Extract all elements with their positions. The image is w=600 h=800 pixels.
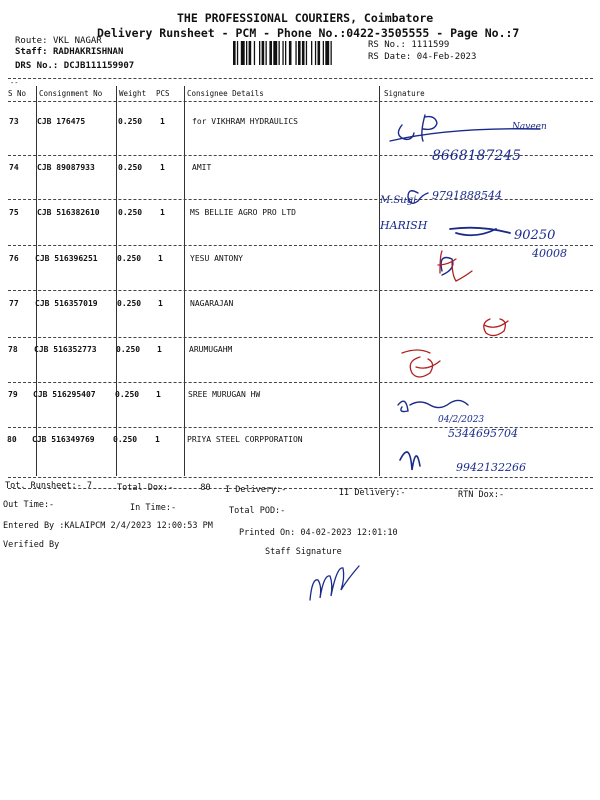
in-time: In Time:- <box>130 503 177 513</box>
row-sno: 77 <box>9 299 19 308</box>
total-dox <box>117 483 211 493</box>
drs-label: DRS No.: <box>15 61 59 71</box>
col-divider-3 <box>184 86 185 476</box>
ii-delivery: II Delivery:- <box>339 488 406 498</box>
row-consignment: CJB 176475 <box>37 117 86 126</box>
row-sno: 75 <box>9 208 19 217</box>
sig-75-phone-a: 90250 <box>514 228 556 243</box>
barcode-bar <box>279 41 280 65</box>
out-time: Out Time:- <box>3 500 55 510</box>
sig-74-name: M.Sugi <box>380 195 417 206</box>
barcode <box>233 41 363 65</box>
row-pcs: 1 <box>160 163 165 172</box>
row-consignee: for VIKHRAM HYDRAULICS <box>192 117 298 126</box>
barcode-bar <box>331 41 332 65</box>
row-consignment: CJB 516295407 <box>33 390 96 399</box>
entered-by: Entered By :KALAIPCM 2/4/2023 12:00:53 PM <box>3 521 213 531</box>
barcode-bar <box>273 41 277 65</box>
sig-73-phone: 8668187245 <box>432 148 522 164</box>
row-pcs: 1 <box>155 435 160 444</box>
barcode-bar <box>266 41 267 65</box>
barcode-bar <box>306 41 307 65</box>
verified-by: Verified By <box>3 540 60 550</box>
col-divider-1 <box>36 86 37 476</box>
staff-signature-stroke <box>310 566 359 600</box>
row-weight: 0.250 <box>118 208 143 217</box>
barcode-bar <box>315 41 316 65</box>
barcode-bar <box>269 41 272 65</box>
barcode-bar <box>246 41 247 65</box>
barcode-bar <box>302 41 305 65</box>
row-weight: 0.250 <box>113 435 138 444</box>
header-separator <box>8 78 593 79</box>
row-weight: 0.250 <box>118 117 143 126</box>
barcode-bar <box>285 41 286 65</box>
total-pod: Total POD:- <box>229 506 286 516</box>
rs-no-line <box>368 40 449 50</box>
rtn-dox: RTN Dox:- <box>458 490 505 500</box>
sig-80-phone: 9942132266 <box>456 461 526 474</box>
row-weight: 0.250 <box>118 163 143 172</box>
i-delivery: I Delivery:- <box>225 485 287 495</box>
sig-75-phone-b: 40008 <box>532 247 567 260</box>
col-consignee: Consignee Details <box>187 89 264 98</box>
route-line <box>15 36 102 46</box>
column-header-separator <box>8 101 593 102</box>
row-consignment: CJB 516349769 <box>32 435 95 444</box>
row-pcs: 1 <box>157 345 162 354</box>
route-value: VKL NAGAR <box>52 36 102 46</box>
sig-79-scribble <box>410 400 468 407</box>
row-consignee: PRIYA STEEL CORPPORATION <box>187 435 303 444</box>
sig-73-stroke-2 <box>422 115 437 141</box>
printed-on: Printed On: 04-02-2023 12:01:10 <box>239 528 398 538</box>
row-sno: 74 <box>9 163 19 172</box>
col-weight: Weight <box>119 89 147 98</box>
row-weight: 0.250 <box>116 345 141 354</box>
row-sno: 79 <box>8 390 18 399</box>
company-title: THE PROFESSIONAL COURIERS, Coimbatore <box>177 11 434 25</box>
barcode-bar <box>295 41 296 65</box>
sig-74-phone: 9791888544 <box>432 189 502 202</box>
barcode-bar <box>241 41 245 65</box>
barcode-bar <box>325 41 329 65</box>
row-consignment: CJB 89087933 <box>37 163 95 172</box>
row-weight: 0.250 <box>115 390 140 399</box>
total-dox-label: Total Dox:- <box>117 483 174 493</box>
route-label: Route: <box>15 36 48 46</box>
row-pcs: 1 <box>156 390 161 399</box>
barcode-bar <box>259 41 260 65</box>
row-consignee: YESU ANTONY <box>190 254 243 263</box>
row-weight: 0.250 <box>117 254 142 263</box>
sig-80-stroke <box>400 452 420 470</box>
barcode-bar <box>254 41 255 65</box>
signature-area <box>380 105 595 480</box>
row-consignment: CJB 516382610 <box>37 208 100 217</box>
barcode-bar <box>318 41 321 65</box>
barcode-bar <box>311 41 312 65</box>
drs-value: DCJB111159907 <box>63 61 135 71</box>
sig-73-name: Naveen <box>512 122 547 132</box>
sig-76-stroke <box>438 251 472 281</box>
sig-75-name: HARISH <box>380 219 428 232</box>
tot-runsheet: Tot. Runsheet:- 7 <box>5 481 92 491</box>
sig-79-phone-a: 04/2/2023 <box>438 415 485 425</box>
staff-label: Staff: <box>15 47 48 57</box>
col-consignment: Consignment No <box>39 89 103 98</box>
row-pcs: 1 <box>158 299 163 308</box>
col-sno: S No <box>8 89 27 98</box>
summary-separator <box>8 488 593 489</box>
row-consignment: CJB 516352773 <box>34 345 97 354</box>
barcode-bar <box>262 41 265 65</box>
rs-date-line <box>368 52 476 62</box>
row-pcs: 1 <box>160 117 165 126</box>
row-sno: 80 <box>7 435 17 444</box>
row-consignment: CJB 516357019 <box>35 299 98 308</box>
row-sno: 78 <box>8 345 18 354</box>
drs-line <box>15 61 134 71</box>
barcode-bar <box>289 41 292 65</box>
row-consignee: NAGARAJAN <box>190 299 234 308</box>
sig-75-scribble <box>450 228 510 236</box>
row-consignee: MS BELLIE AGRO PRO LTD <box>190 208 296 217</box>
rs-date-label: RS Date: <box>368 52 412 62</box>
barcode-bar <box>323 41 324 65</box>
total-dox-value: 80 <box>200 483 211 493</box>
sig-77-stroke <box>484 319 508 336</box>
rs-no-label: RS No.: <box>368 40 406 50</box>
row-sno: 73 <box>9 117 19 126</box>
barcode-bar <box>298 41 301 65</box>
col-divider-2 <box>116 86 117 476</box>
col-pcs: PCS <box>156 89 170 98</box>
row-pcs: 1 <box>158 254 163 263</box>
sig-78-stroke <box>402 350 440 377</box>
row-weight: 0.250 <box>117 299 142 308</box>
row-sno: 76 <box>9 254 19 263</box>
row-consignment: CJB 516396251 <box>35 254 98 263</box>
staff-line <box>15 47 123 57</box>
rs-no-value: 1111599 <box>411 40 450 50</box>
row-pcs: 1 <box>160 208 165 217</box>
row-consignee: SREE MURUGAN HW <box>188 390 261 399</box>
staff-value: RADHAKRISHNAN <box>52 47 124 57</box>
sig-79-phone-b: 5344695704 <box>448 427 518 440</box>
row-consignee: ARUMUGAHM <box>189 345 233 354</box>
barcode-bar <box>249 41 252 65</box>
staff-signature-label: Staff Signature <box>265 547 342 557</box>
barcode-bar <box>233 41 236 65</box>
barcode-bar <box>237 41 238 65</box>
runsheet-subtitle: Delivery Runsheet - PCM - Phone No.:0422-3505555 - Page No.:7 <box>97 26 520 40</box>
col-signature: Signature <box>384 89 425 98</box>
rs-date-value: 04-Feb-2023 <box>416 52 477 62</box>
staff-signature-mark <box>305 560 365 608</box>
sig-75-stroke <box>441 258 453 276</box>
sig-79-stroke <box>398 401 408 411</box>
barcode-bar <box>282 41 283 65</box>
header-dash-mark: -- <box>10 79 19 87</box>
row-consignee: AMIT <box>192 163 212 172</box>
